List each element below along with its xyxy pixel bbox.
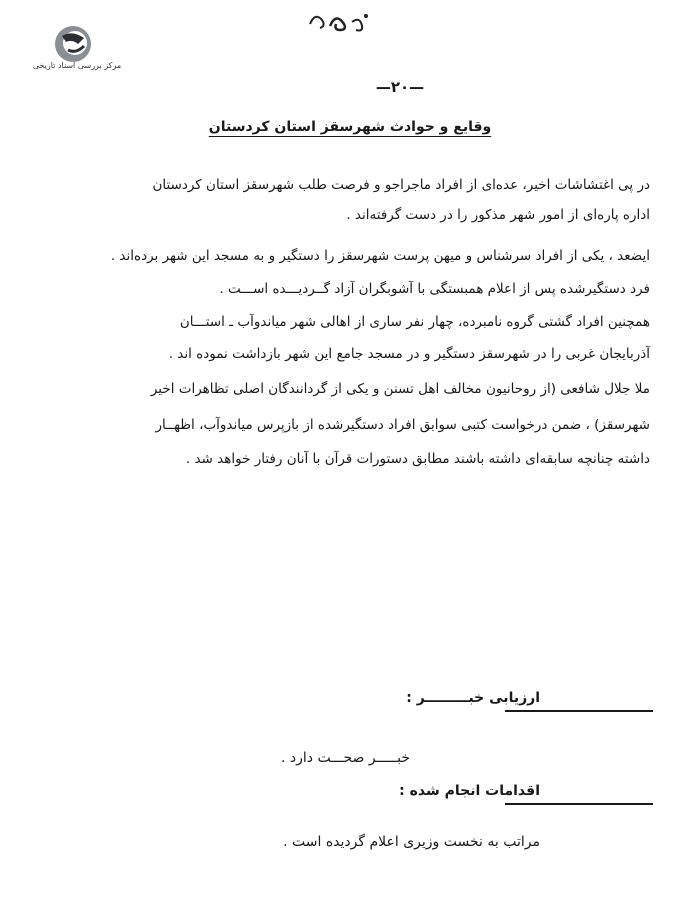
final-note: مراتب به نخست وزیری اعلام گردیده است . xyxy=(283,834,540,850)
body-line: داشته چنانچه سابقه‌ای داشته باشند مطابق دستورات قرآن با آنان رفتار خواهد شد . xyxy=(185,451,650,467)
seal-mark-icon xyxy=(300,4,380,38)
archive-logo-caption: مرکز بررسی اسناد تاریخی xyxy=(32,61,122,70)
evaluation-label: ارزیابی خبـــــــــر : xyxy=(406,690,540,706)
document-title: وقایع و حوادث شهرسقز استان کردستان xyxy=(208,119,492,135)
page-number: —۲۰— xyxy=(375,78,425,96)
body-line: همچنین افراد گشتی گروه نامبرده، چهار نفر ساری از اهالی شهر میاندوآب ـ استـــان xyxy=(179,314,650,330)
archive-logo-icon xyxy=(48,24,98,64)
body-line: ملا جلال شافعی (از روحانیون مخالف اهل تسنن و یکی از گردانندگان اصلی تظاهرات اخیر xyxy=(150,381,650,397)
body-line: اداره پاره‌ای از امور شهر مذکور را در دست گرفته‌اند . xyxy=(346,207,650,223)
body-line: آذربایجان غربی را در شهرسقز دستگیر و در مسجد جامع این شهر بازداشت نموده اند . xyxy=(168,346,650,362)
body-line: در پی اغتشاشات اخیر، عده‌ای از افراد ماجراجو و فرصت طلب شهرسقز استان کردستان xyxy=(152,177,650,193)
body-line: شهرسقز) ، ضمن درخواست کتبی سوابق افراد دستگیرشده از بازپرس میاندوآب، اظهــار xyxy=(155,417,650,433)
body-line: فرد دستگیرشده پس از اعلام همبستگی با آشوبگران آزاد گــردیـــده اســـت . xyxy=(219,281,650,297)
actions-underline xyxy=(505,803,653,805)
news-status: خبـــــر صحـــت دارد . xyxy=(280,750,410,766)
actions-taken-label: اقدامات انجام شده : xyxy=(399,783,540,799)
evaluation-underline xyxy=(505,710,653,712)
body-line: ایضعد ، یکی از افراد سرشناس و میهن پرست شهرسقز را دستگیر و به مسجد این شهر برده‌اند . xyxy=(110,248,650,264)
